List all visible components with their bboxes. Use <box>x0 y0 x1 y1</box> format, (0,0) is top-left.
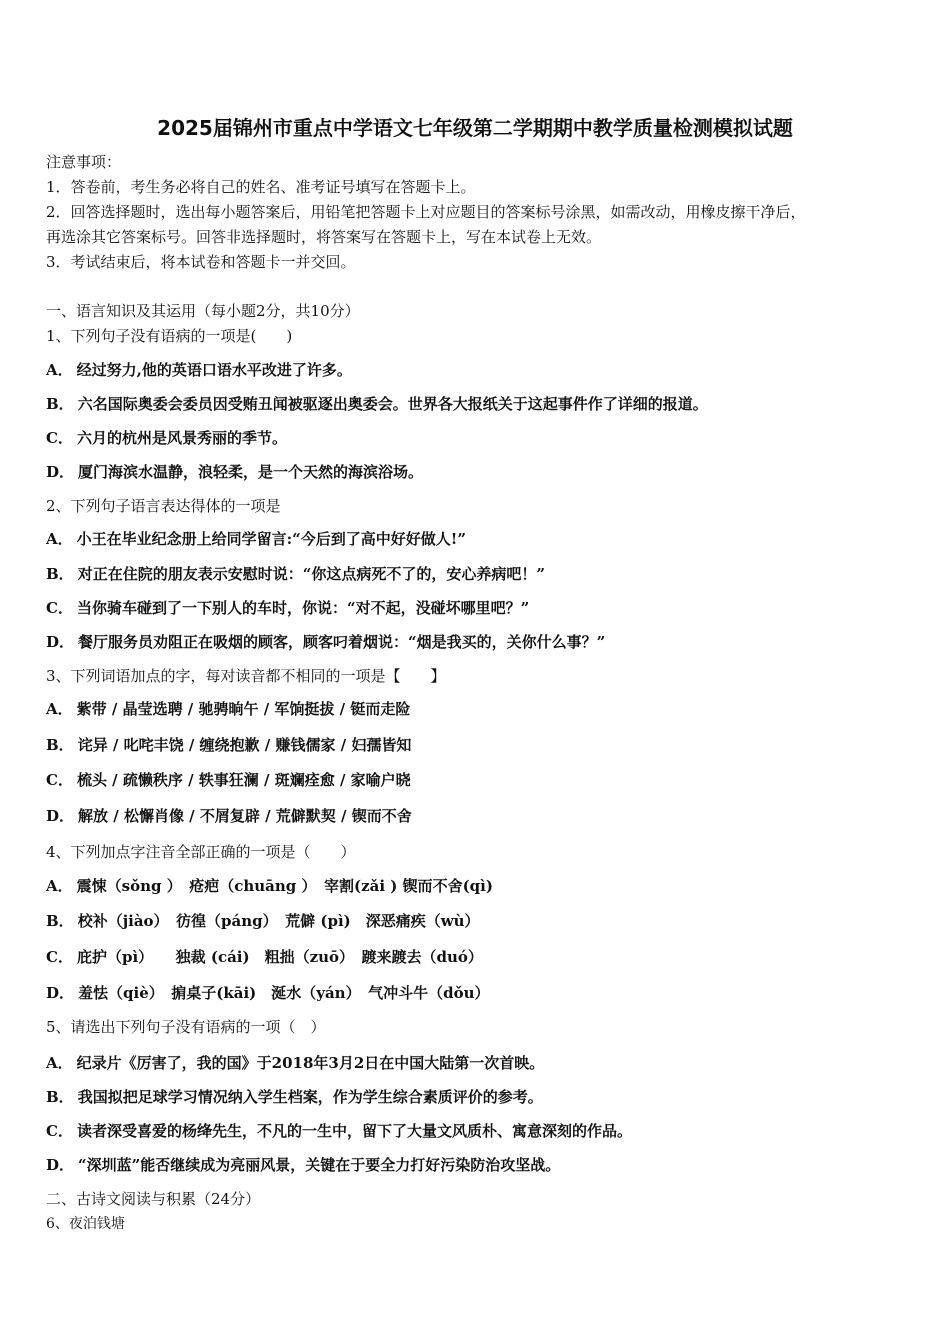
option <box>46 876 493 896</box>
option <box>46 394 708 414</box>
option-text: 对正在住院的朋友表示安慰时说：“你这点病死不了的，安心养病吧！” <box>77 565 545 583</box>
option-label: A． <box>46 700 73 718</box>
question-stem: 5、请选出下列句子没有语病的一项（ ） <box>46 1018 326 1036</box>
option-label: C． <box>46 771 73 789</box>
option-text: 庇护（pì） 独裁 (cái) 粗拙（zuō） 踱来踱去（duó） <box>76 948 483 966</box>
option-text: 六月的杭州是风景秀丽的季节。 <box>76 429 287 447</box>
option-label: B． <box>46 736 74 754</box>
question-stem: 6、夜泊钱塘 <box>46 1216 125 1232</box>
option <box>46 529 466 549</box>
option-label: B． <box>46 912 74 930</box>
option-text: “深圳蓝”能否继续成为亮丽风景，关键在于要全力打好污染防治攻坚战。 <box>78 1156 561 1174</box>
option-text: 当你骑车碰到了一下别人的车时，你说：“对不起，没碰坏哪里吧？” <box>76 599 530 617</box>
option-label: D． <box>46 1156 75 1174</box>
question-stem: 3、下列词语加点的字，每对读音都不相同的一项是【 】 <box>46 667 446 685</box>
option <box>46 1053 544 1073</box>
option-text: 紫带 / 晶莹选聘 / 驰骋晌午 / 军饷挺拔 / 铤而走险 <box>76 700 411 718</box>
option <box>46 428 287 448</box>
notice-item: 再选涂其它答案标号。回答非选择题时，将答案写在答题卡上，写在本试卷上无效。 <box>46 228 602 246</box>
notice-heading: 注意事项： <box>46 153 122 171</box>
option-label: B． <box>46 1088 74 1106</box>
option <box>46 735 411 755</box>
option-label: D． <box>46 633 75 651</box>
question-stem: 2、下列句子语言表达得体的一项是 <box>46 497 281 515</box>
option-label: C． <box>46 1122 73 1140</box>
option <box>46 598 529 618</box>
option <box>46 632 605 652</box>
option <box>46 770 411 790</box>
question-stem: 4、下列加点字注音全部正确的一项是（ ） <box>46 843 356 861</box>
option-label: C． <box>46 599 73 617</box>
option-text: 厦门海滨水温静，浪轻柔，是一个天然的海滨浴场。 <box>78 463 424 481</box>
option <box>46 806 412 826</box>
option-label: D． <box>46 984 75 1002</box>
option-label: A． <box>46 361 73 379</box>
option-label: D． <box>46 463 75 481</box>
option-text: 梳头 / 疏懒秩序 / 轶事狂澜 / 斑斓痊愈 / 家喻户晓 <box>76 771 411 789</box>
option <box>46 1155 560 1175</box>
option <box>46 1121 632 1141</box>
notice-item: 3．考试结束后，将本试卷和答题卡一并交回。 <box>46 253 356 271</box>
option-text: 纪录片《厉害了，我的国》于2018年3月2日在中国大陆第一次首映。 <box>76 1054 545 1072</box>
option-label: A． <box>46 1054 73 1072</box>
option-label: A． <box>46 877 73 895</box>
option-text: 六名国际奥委会委员因受贿丑闻被驱逐出奥委会。世界各大报纸关于这起事件作了详细的报道。 <box>77 395 708 413</box>
option <box>46 911 480 931</box>
option-label: B． <box>46 565 74 583</box>
option-label: A． <box>46 530 73 548</box>
option-text: 羞怯（qiè） 掮桌子(kāi) 涎水（yán） 气冲斗牛（dǒu） <box>78 984 490 1002</box>
section-heading: 二、古诗文阅读与积累（24分） <box>46 1190 261 1208</box>
option-text: 震悚（sǒng ） 疮疤（chuāng ） 宰割(zǎi ) 锲而不舍(qì) <box>76 877 493 895</box>
page-title: 2025届锦州市重点中学语文七年级第二学期期中教学质量检测模拟试题 <box>157 116 793 140</box>
notice-item: 1．答卷前，考生务必将自己的姓名、准考证号填写在答题卡上。 <box>46 178 476 196</box>
option-text: 经过努力,他的英语口语水平改进了许多。 <box>76 361 352 379</box>
option <box>46 983 490 1003</box>
option-text: 读者深受喜爱的杨绛先生，不凡的一生中，留下了大量文风质朴、寓意深刻的作品。 <box>76 1122 632 1140</box>
option <box>46 947 483 967</box>
option <box>46 564 545 584</box>
option-text: 小王在毕业纪念册上给同学留言:“今后到了高中好好做人!” <box>76 530 467 548</box>
option <box>46 360 352 380</box>
option-text: 诧异 / 叱咤丰饶 / 缠绕抱歉 / 赚钱儒家 / 妇孺皆知 <box>77 736 412 754</box>
option-label: B． <box>46 395 74 413</box>
option-text: 我国拟把足球学习情况纳入学生档案，作为学生综合素质评价的参考。 <box>77 1088 543 1106</box>
question-stem: 1、下列句子没有语病的一项是( ) <box>46 327 293 345</box>
option-label: C． <box>46 948 73 966</box>
section-heading: 一、语言知识及其运用（每小题2分，共10分） <box>46 302 360 320</box>
option-label: D． <box>46 807 75 825</box>
option <box>46 1087 543 1107</box>
option-text: 餐厅服务员劝阻正在吸烟的顾客，顾客叼着烟说：“烟是我买的，关你什么事？” <box>78 633 606 651</box>
option-label: C． <box>46 429 73 447</box>
option <box>46 462 423 482</box>
option <box>46 699 410 719</box>
option-text: 校补（jiào） 彷徨（páng） 荒僻 (pì) 深恶痛疾（wù） <box>77 912 480 930</box>
option-text: 解放 / 松懈肖像 / 不屑复辟 / 荒僻默契 / 锲而不舍 <box>78 807 412 825</box>
notice-item: 2．回答选择题时，选出每小题答案后，用铅笔把答题卡上对应题目的答案标号涂黑，如需改动，用橡皮擦干净后， <box>46 203 806 221</box>
